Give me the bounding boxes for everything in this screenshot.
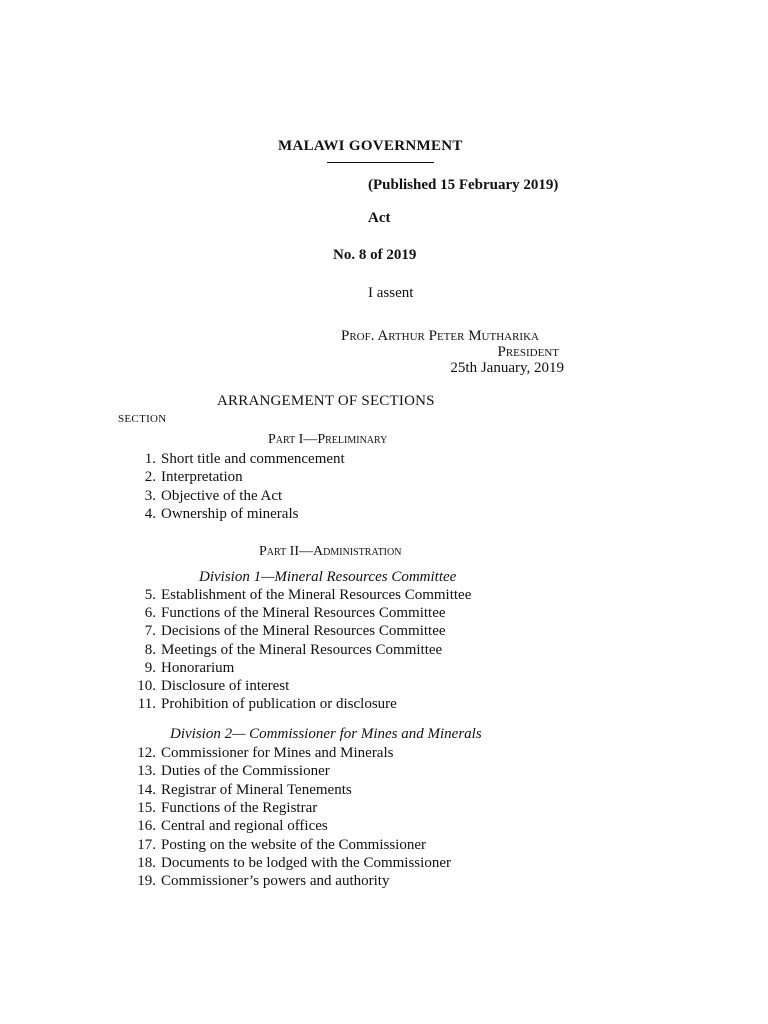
section-entry	[118, 660, 234, 678]
part-1-heading: Part I—Preliminary	[268, 432, 388, 447]
division-2-heading: Division 2— Commissioner for Mines and Minerals	[170, 726, 482, 742]
section-entry	[118, 763, 330, 781]
section-entry	[118, 451, 345, 469]
section-title: Duties of the Commissioner	[161, 763, 330, 780]
section-number: 19.	[137, 873, 156, 890]
section-number: 16.	[137, 818, 156, 835]
section-title: Functions of the Registrar	[161, 799, 318, 816]
signatory-name: Prof. Arthur Peter Mutharika	[341, 328, 539, 344]
signatory-role: President	[497, 344, 559, 360]
section-entry	[118, 623, 446, 641]
section-entry	[118, 642, 442, 660]
section-title: Commissioner’s powers and authority	[161, 873, 390, 890]
section-entry	[118, 678, 289, 696]
section-number: 2.	[144, 469, 156, 486]
government-heading: MALAWI GOVERNMENT	[278, 138, 463, 154]
section-number: 6.	[144, 605, 156, 622]
section-entry	[118, 873, 389, 891]
section-entry	[118, 488, 282, 506]
section-number: 14.	[137, 781, 156, 798]
section-title: Meetings of the Mineral Resources Committee	[161, 641, 443, 658]
heading-rule	[327, 162, 434, 163]
section-title: Ownership of minerals	[161, 505, 299, 522]
act-number: No. 8 of 2019	[333, 247, 417, 263]
arrangement-title: ARRANGEMENT OF SECTIONS	[217, 393, 435, 409]
section-title: Posting on the website of the Commissioner	[161, 836, 426, 853]
section-entry	[118, 782, 352, 800]
section-entry	[118, 745, 393, 763]
section-entry	[118, 469, 243, 487]
section-title: Functions of the Mineral Resources Committee	[161, 605, 446, 622]
section-number: 17.	[137, 836, 156, 853]
part-2-heading: Part II—Administration	[259, 544, 402, 559]
section-number: 9.	[144, 659, 156, 676]
section-title: Commissioner for Mines and Minerals	[161, 745, 394, 761]
section-title: Establishment of the Mineral Resources Committee	[161, 587, 472, 603]
section-entry	[118, 800, 317, 818]
section-entry	[118, 855, 451, 873]
section-entry	[118, 818, 328, 836]
section-number: 4.	[144, 505, 156, 522]
section-title: Registrar of Mineral Tenements	[161, 781, 352, 798]
assent-line: I assent	[368, 285, 414, 301]
section-entry	[118, 506, 298, 524]
section-title: Disclosure of interest	[161, 678, 290, 694]
section-number: 13.	[137, 763, 156, 780]
section-title: Short title and commencement	[161, 451, 345, 467]
section-entry	[118, 696, 397, 714]
publication-date: (Published 15 February 2019)	[368, 177, 559, 193]
section-entry	[118, 837, 426, 855]
section-title: Decisions of the Mineral Resources Committee	[161, 623, 446, 640]
section-title: Documents to be lodged with the Commissioner	[161, 854, 451, 871]
section-number: 5.	[144, 587, 156, 603]
section-title: Interpretation	[161, 469, 243, 486]
section-number: 7.	[144, 623, 156, 640]
section-number: 3.	[144, 487, 156, 504]
section-entry	[118, 605, 446, 623]
section-number: 11.	[137, 696, 156, 713]
section-title: Prohibition of publication or disclosure	[161, 696, 397, 713]
section-title: Honorarium	[161, 659, 235, 676]
division-1-heading: Division 1—Mineral Resources Committee	[199, 569, 457, 585]
section-number: 18.	[137, 854, 156, 871]
section-number: 12.	[137, 745, 156, 761]
section-title: Objective of the Act	[161, 487, 283, 504]
section-column-label: SECTION	[118, 413, 167, 425]
act-label: Act	[368, 210, 391, 226]
section-number: 15.	[137, 799, 156, 816]
section-number: 8.	[144, 641, 156, 658]
section-number: 1.	[144, 451, 156, 467]
section-title: Central and regional offices	[161, 818, 328, 835]
signature-date: 25th January, 2019	[450, 360, 564, 376]
section-entry	[118, 587, 471, 605]
section-number: 10.	[137, 678, 156, 694]
